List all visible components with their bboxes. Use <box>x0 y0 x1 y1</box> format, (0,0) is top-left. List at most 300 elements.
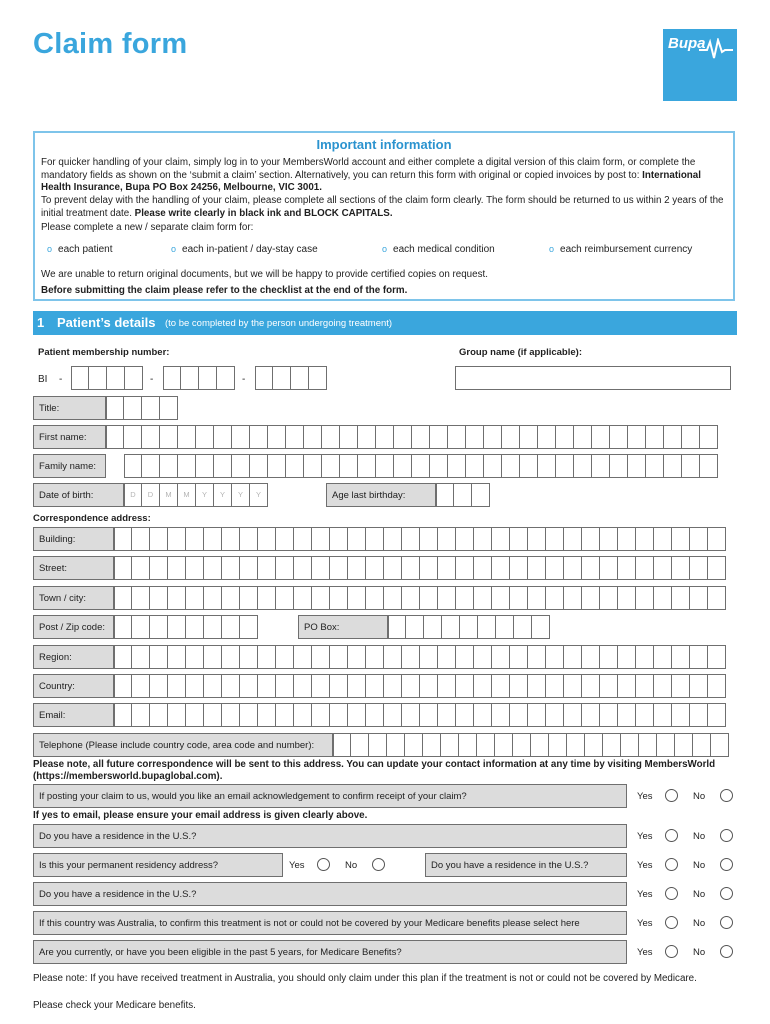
input-cell[interactable] <box>495 733 513 757</box>
input-cell[interactable] <box>214 454 232 478</box>
region-cells[interactable] <box>114 645 726 669</box>
input-cell[interactable] <box>388 615 406 639</box>
input-cell[interactable] <box>273 366 291 390</box>
input-cell[interactable] <box>168 556 186 580</box>
input-cell[interactable] <box>276 703 294 727</box>
input-cell[interactable] <box>672 645 690 669</box>
input-cell[interactable] <box>420 556 438 580</box>
input-cell[interactable] <box>466 454 484 478</box>
input-cell[interactable] <box>312 586 330 610</box>
dob-year-cell[interactable]: Y <box>214 483 232 507</box>
input-cell[interactable] <box>250 425 268 449</box>
input-cell[interactable] <box>348 645 366 669</box>
input-cell[interactable] <box>456 703 474 727</box>
input-cell[interactable] <box>240 674 258 698</box>
input-cell[interactable] <box>564 703 582 727</box>
input-cell[interactable] <box>366 527 384 551</box>
input-cell[interactable] <box>682 425 700 449</box>
input-cell[interactable] <box>114 556 132 580</box>
input-cell[interactable] <box>71 366 89 390</box>
input-cell[interactable] <box>181 366 199 390</box>
input-cell[interactable] <box>366 703 384 727</box>
input-cell[interactable] <box>186 527 204 551</box>
input-cell[interactable] <box>420 645 438 669</box>
medicare-yes[interactable]: Yes <box>637 947 653 958</box>
us-residence-2-yes-radio[interactable] <box>665 858 678 871</box>
input-cell[interactable] <box>107 366 125 390</box>
input-cell[interactable] <box>690 703 708 727</box>
input-cell[interactable] <box>492 527 510 551</box>
input-cell[interactable] <box>163 366 181 390</box>
input-cell[interactable] <box>664 454 682 478</box>
input-cell[interactable] <box>646 454 664 478</box>
permanent-no[interactable]: No <box>345 860 358 871</box>
input-cell[interactable] <box>510 645 528 669</box>
input-cell[interactable] <box>438 645 456 669</box>
input-cell[interactable] <box>124 454 142 478</box>
input-cell[interactable] <box>610 454 628 478</box>
input-cell[interactable] <box>492 586 510 610</box>
input-cell[interactable] <box>708 645 726 669</box>
street-cells[interactable] <box>114 556 726 580</box>
input-cell[interactable] <box>474 556 492 580</box>
input-cell[interactable] <box>312 645 330 669</box>
input-cell[interactable] <box>532 615 550 639</box>
input-cell[interactable] <box>222 527 240 551</box>
email-ack-yes[interactable] <box>637 791 653 802</box>
input-cell[interactable] <box>690 586 708 610</box>
input-cell[interactable] <box>402 703 420 727</box>
input-cell[interactable] <box>150 556 168 580</box>
input-cell[interactable] <box>258 674 276 698</box>
input-cell[interactable] <box>369 733 387 757</box>
input-cell[interactable] <box>520 425 538 449</box>
input-cell[interactable] <box>600 674 618 698</box>
input-cell[interactable] <box>240 645 258 669</box>
input-cell[interactable] <box>222 586 240 610</box>
input-cell[interactable] <box>430 425 448 449</box>
input-cell[interactable] <box>330 527 348 551</box>
input-cell[interactable] <box>330 674 348 698</box>
input-cell[interactable] <box>258 645 276 669</box>
input-cell[interactable] <box>657 733 675 757</box>
dob-month-cell[interactable]: M <box>178 483 196 507</box>
input-cell[interactable] <box>448 425 466 449</box>
input-cell[interactable] <box>582 645 600 669</box>
input-cell[interactable] <box>690 645 708 669</box>
dob-day-cell[interactable]: D <box>124 483 142 507</box>
input-cell[interactable] <box>513 733 531 757</box>
input-cell[interactable] <box>564 527 582 551</box>
input-cell[interactable] <box>384 527 402 551</box>
input-cell[interactable] <box>477 733 495 757</box>
input-cell[interactable] <box>366 674 384 698</box>
building-cells[interactable] <box>114 527 726 551</box>
input-cell[interactable] <box>456 586 474 610</box>
input-cell[interactable] <box>406 615 424 639</box>
membership-cells-1[interactable] <box>71 366 143 390</box>
input-cell[interactable] <box>708 527 726 551</box>
input-cell[interactable] <box>478 615 496 639</box>
membership-cells-3[interactable] <box>255 366 327 390</box>
us-residence-3-yes-radio[interactable] <box>665 887 678 900</box>
input-cell[interactable] <box>438 703 456 727</box>
input-cell[interactable] <box>276 674 294 698</box>
input-cell[interactable] <box>384 586 402 610</box>
input-cell[interactable] <box>150 674 168 698</box>
input-cell[interactable] <box>585 733 603 757</box>
input-cell[interactable] <box>304 454 322 478</box>
input-cell[interactable] <box>582 703 600 727</box>
input-cell[interactable] <box>204 556 222 580</box>
input-cell[interactable] <box>250 454 268 478</box>
input-cell[interactable] <box>693 733 711 757</box>
input-cell[interactable] <box>708 556 726 580</box>
family-name-cells[interactable] <box>124 454 718 478</box>
input-cell[interactable] <box>286 425 304 449</box>
input-cell[interactable] <box>240 556 258 580</box>
town-cells[interactable] <box>114 586 726 610</box>
input-cell[interactable] <box>276 586 294 610</box>
input-cell[interactable] <box>258 586 276 610</box>
input-cell[interactable] <box>682 454 700 478</box>
input-cell[interactable] <box>582 556 600 580</box>
input-cell[interactable] <box>222 615 240 639</box>
input-cell[interactable] <box>222 703 240 727</box>
input-cell[interactable] <box>402 556 420 580</box>
input-cell[interactable] <box>402 674 420 698</box>
input-cell[interactable] <box>322 425 340 449</box>
input-cell[interactable] <box>618 645 636 669</box>
input-cell[interactable] <box>618 703 636 727</box>
input-cell[interactable] <box>186 615 204 639</box>
input-cell[interactable] <box>564 586 582 610</box>
input-cell[interactable] <box>690 674 708 698</box>
input-cell[interactable] <box>405 733 423 757</box>
us-residence-3-no-radio[interactable] <box>720 887 733 900</box>
input-cell[interactable] <box>454 483 472 507</box>
input-cell[interactable] <box>708 674 726 698</box>
input-cell[interactable] <box>603 733 621 757</box>
australia-no[interactable]: No <box>693 918 706 929</box>
dob-year-cell[interactable]: Y <box>232 483 250 507</box>
input-cell[interactable] <box>459 733 477 757</box>
input-cell[interactable] <box>564 645 582 669</box>
input-cell[interactable] <box>330 586 348 610</box>
input-cell[interactable] <box>384 703 402 727</box>
input-cell[interactable] <box>114 645 132 669</box>
input-cell[interactable] <box>240 703 258 727</box>
input-cell[interactable] <box>546 645 564 669</box>
input-cell[interactable] <box>312 527 330 551</box>
input-cell[interactable] <box>618 556 636 580</box>
input-cell[interactable] <box>268 425 286 449</box>
input-cell[interactable] <box>304 425 322 449</box>
input-cell[interactable] <box>474 586 492 610</box>
input-cell[interactable] <box>442 615 460 639</box>
input-cell[interactable] <box>546 703 564 727</box>
permanent-yes[interactable]: Yes <box>289 860 305 871</box>
input-cell[interactable] <box>150 527 168 551</box>
input-cell[interactable] <box>204 645 222 669</box>
input-cell[interactable] <box>294 527 312 551</box>
input-cell[interactable] <box>276 645 294 669</box>
input-cell[interactable] <box>150 703 168 727</box>
postcode-cells[interactable] <box>114 615 258 639</box>
input-cell[interactable] <box>255 366 273 390</box>
input-cell[interactable] <box>621 733 639 757</box>
input-cell[interactable] <box>708 703 726 727</box>
input-cell[interactable] <box>502 425 520 449</box>
input-cell[interactable] <box>472 483 490 507</box>
input-cell[interactable] <box>142 396 160 420</box>
input-cell[interactable] <box>160 396 178 420</box>
telephone-cells[interactable] <box>333 733 729 757</box>
input-cell[interactable] <box>420 674 438 698</box>
input-cell[interactable] <box>474 674 492 698</box>
input-cell[interactable] <box>384 645 402 669</box>
us-residence-yes[interactable]: Yes <box>637 831 653 842</box>
input-cell[interactable] <box>348 703 366 727</box>
input-cell[interactable] <box>448 454 466 478</box>
input-cell[interactable] <box>330 703 348 727</box>
input-cell[interactable] <box>150 586 168 610</box>
input-cell[interactable] <box>492 556 510 580</box>
australia-yes[interactable]: Yes <box>637 918 653 929</box>
dob-day-cell[interactable]: D <box>142 483 160 507</box>
first-name-cells[interactable] <box>106 425 718 449</box>
input-cell[interactable] <box>549 733 567 757</box>
input-cell[interactable] <box>531 733 549 757</box>
input-cell[interactable] <box>546 586 564 610</box>
input-cell[interactable] <box>358 454 376 478</box>
input-cell[interactable] <box>466 425 484 449</box>
input-cell[interactable] <box>574 425 592 449</box>
input-cell[interactable] <box>258 527 276 551</box>
input-cell[interactable] <box>294 556 312 580</box>
input-cell[interactable] <box>204 527 222 551</box>
input-cell[interactable] <box>538 425 556 449</box>
input-cell[interactable] <box>168 586 186 610</box>
input-cell[interactable] <box>222 674 240 698</box>
input-cell[interactable] <box>402 586 420 610</box>
input-cell[interactable] <box>654 527 672 551</box>
input-cell[interactable] <box>438 556 456 580</box>
input-cell[interactable] <box>610 425 628 449</box>
permanent-yes-radio[interactable] <box>317 858 330 871</box>
input-cell[interactable] <box>574 454 592 478</box>
title-cells[interactable] <box>106 396 178 420</box>
input-cell[interactable] <box>456 674 474 698</box>
input-cell[interactable] <box>124 396 142 420</box>
input-cell[interactable] <box>556 425 574 449</box>
membership-cells-2[interactable] <box>163 366 235 390</box>
us-residence-2-no-radio[interactable] <box>720 858 733 871</box>
input-cell[interactable] <box>564 556 582 580</box>
input-cell[interactable] <box>672 527 690 551</box>
input-cell[interactable] <box>214 425 232 449</box>
input-cell[interactable] <box>546 527 564 551</box>
input-cell[interactable] <box>582 586 600 610</box>
input-cell[interactable] <box>291 366 309 390</box>
input-cell[interactable] <box>528 527 546 551</box>
input-cell[interactable] <box>268 454 286 478</box>
email-ack-no-radio[interactable] <box>720 789 733 802</box>
input-cell[interactable] <box>654 645 672 669</box>
input-cell[interactable] <box>654 674 672 698</box>
input-cell[interactable] <box>423 733 441 757</box>
us-residence-3-no[interactable]: No <box>693 889 706 900</box>
input-cell[interactable] <box>322 454 340 478</box>
input-cell[interactable] <box>492 674 510 698</box>
us-residence-2-yes[interactable]: Yes <box>637 860 653 871</box>
input-cell[interactable] <box>114 615 132 639</box>
input-cell[interactable] <box>618 674 636 698</box>
input-cell[interactable] <box>675 733 693 757</box>
input-cell[interactable] <box>294 674 312 698</box>
input-cell[interactable] <box>618 586 636 610</box>
input-cell[interactable] <box>204 615 222 639</box>
input-cell[interactable] <box>168 527 186 551</box>
input-cell[interactable] <box>456 527 474 551</box>
input-cell[interactable] <box>628 425 646 449</box>
input-cell[interactable] <box>496 615 514 639</box>
input-cell[interactable] <box>510 674 528 698</box>
input-cell[interactable] <box>430 454 448 478</box>
input-cell[interactable] <box>384 556 402 580</box>
input-cell[interactable] <box>276 527 294 551</box>
input-cell[interactable] <box>564 674 582 698</box>
input-cell[interactable] <box>636 556 654 580</box>
australia-yes-radio[interactable] <box>665 916 678 929</box>
medicare-yes-radio[interactable] <box>665 945 678 958</box>
input-cell[interactable] <box>672 586 690 610</box>
input-cell[interactable] <box>474 645 492 669</box>
input-cell[interactable] <box>124 425 142 449</box>
input-cell[interactable] <box>636 586 654 610</box>
input-cell[interactable] <box>132 645 150 669</box>
input-cell[interactable] <box>664 425 682 449</box>
input-cell[interactable] <box>312 703 330 727</box>
input-cell[interactable] <box>150 615 168 639</box>
input-cell[interactable] <box>168 674 186 698</box>
input-cell[interactable] <box>567 733 585 757</box>
input-cell[interactable] <box>348 556 366 580</box>
group-name-input[interactable] <box>455 366 731 390</box>
input-cell[interactable] <box>438 527 456 551</box>
input-cell[interactable] <box>186 674 204 698</box>
input-cell[interactable] <box>333 733 351 757</box>
input-cell[interactable] <box>492 645 510 669</box>
input-cell[interactable] <box>132 703 150 727</box>
pobox-cells[interactable] <box>388 615 550 639</box>
input-cell[interactable] <box>672 556 690 580</box>
us-residence-3-yes[interactable]: Yes <box>637 889 653 900</box>
input-cell[interactable] <box>186 586 204 610</box>
input-cell[interactable] <box>142 425 160 449</box>
input-cell[interactable] <box>528 556 546 580</box>
input-cell[interactable] <box>654 703 672 727</box>
input-cell[interactable] <box>441 733 459 757</box>
input-cell[interactable] <box>196 425 214 449</box>
input-cell[interactable] <box>114 674 132 698</box>
input-cell[interactable] <box>232 425 250 449</box>
input-cell[interactable] <box>646 425 664 449</box>
input-cell[interactable] <box>258 556 276 580</box>
input-cell[interactable] <box>654 556 672 580</box>
input-cell[interactable] <box>438 674 456 698</box>
input-cell[interactable] <box>520 454 538 478</box>
input-cell[interactable] <box>412 425 430 449</box>
input-cell[interactable] <box>276 556 294 580</box>
input-cell[interactable] <box>636 527 654 551</box>
input-cell[interactable] <box>132 556 150 580</box>
input-cell[interactable] <box>186 556 204 580</box>
medicare-no[interactable]: No <box>693 947 706 958</box>
input-cell[interactable] <box>690 556 708 580</box>
input-cell[interactable] <box>222 645 240 669</box>
input-cell[interactable] <box>348 674 366 698</box>
input-cell[interactable] <box>592 425 610 449</box>
input-cell[interactable] <box>240 586 258 610</box>
input-cell[interactable] <box>394 425 412 449</box>
input-cell[interactable] <box>294 586 312 610</box>
dob-year-cell[interactable]: Y <box>250 483 268 507</box>
input-cell[interactable] <box>240 527 258 551</box>
input-cell[interactable] <box>460 615 478 639</box>
input-cell[interactable] <box>438 586 456 610</box>
input-cell[interactable] <box>132 527 150 551</box>
input-cell[interactable] <box>330 645 348 669</box>
input-cell[interactable] <box>348 586 366 610</box>
input-cell[interactable] <box>366 556 384 580</box>
input-cell[interactable] <box>582 674 600 698</box>
input-cell[interactable] <box>387 733 405 757</box>
input-cell[interactable] <box>654 586 672 610</box>
input-cell[interactable] <box>384 674 402 698</box>
input-cell[interactable] <box>618 527 636 551</box>
input-cell[interactable] <box>366 586 384 610</box>
input-cell[interactable] <box>510 586 528 610</box>
input-cell[interactable] <box>376 454 394 478</box>
input-cell[interactable] <box>402 645 420 669</box>
input-cell[interactable] <box>114 527 132 551</box>
input-cell[interactable] <box>636 703 654 727</box>
input-cell[interactable] <box>204 703 222 727</box>
input-cell[interactable] <box>125 366 143 390</box>
input-cell[interactable] <box>708 586 726 610</box>
dob-month-cell[interactable]: M <box>160 483 178 507</box>
input-cell[interactable] <box>168 703 186 727</box>
input-cell[interactable] <box>424 615 442 639</box>
email-ack-no[interactable] <box>693 791 705 802</box>
input-cell[interactable] <box>700 425 718 449</box>
input-cell[interactable] <box>546 556 564 580</box>
input-cell[interactable] <box>186 645 204 669</box>
input-cell[interactable] <box>286 454 304 478</box>
input-cell[interactable] <box>546 674 564 698</box>
input-cell[interactable] <box>312 674 330 698</box>
input-cell[interactable] <box>168 645 186 669</box>
medicare-no-radio[interactable] <box>720 945 733 958</box>
input-cell[interactable] <box>636 645 654 669</box>
input-cell[interactable] <box>582 527 600 551</box>
input-cell[interactable] <box>204 586 222 610</box>
input-cell[interactable] <box>106 396 124 420</box>
input-cell[interactable] <box>114 703 132 727</box>
input-cell[interactable] <box>528 703 546 727</box>
input-cell[interactable] <box>556 454 574 478</box>
